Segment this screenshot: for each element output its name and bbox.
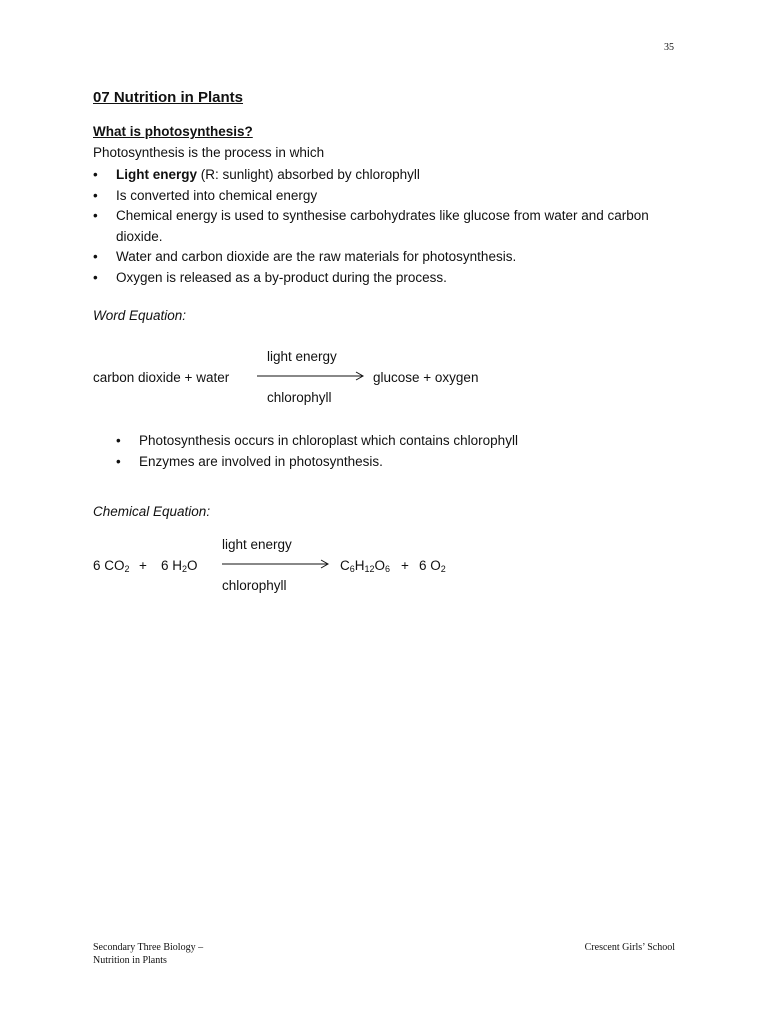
list-item bbox=[93, 186, 683, 207]
glucose-h-subscript: 12 bbox=[364, 564, 375, 574]
list-item bbox=[93, 165, 683, 186]
intro-text: Photosynthesis is the process in which bbox=[93, 145, 325, 160]
bullet-marker: • bbox=[93, 249, 98, 264]
word-equation-reactants: carbon dioxide + water bbox=[93, 370, 230, 385]
h2o-subscript: 2 bbox=[182, 564, 188, 574]
word-equation-below-arrow: chlorophyll bbox=[267, 390, 332, 405]
co2-formula bbox=[93, 558, 130, 574]
list-item-text: Enzymes are involved in photosynthesis. bbox=[139, 454, 383, 469]
list-item bbox=[116, 451, 676, 472]
chemical-equation-heading: Chemical Equation: bbox=[93, 504, 211, 519]
plus-sign: + bbox=[401, 558, 409, 573]
footer-course: Secondary Three Biology – bbox=[93, 942, 204, 953]
co2-subscript: 2 bbox=[124, 564, 130, 574]
list-item-text: Chemical energy is used to synthesise carbohydrates like glucose from water and carbon dioxide. bbox=[116, 208, 649, 244]
co2-coefficient: 6 CO bbox=[93, 558, 125, 573]
list-item-text: Photosynthesis occurs in chloroplast which contains chlorophyll bbox=[139, 433, 518, 448]
bullet-marker: • bbox=[93, 269, 98, 285]
glucose-c: C bbox=[340, 558, 350, 573]
bullet-marker: • bbox=[116, 433, 121, 448]
list-item-text: Is converted into chemical energy bbox=[116, 187, 318, 203]
plus-sign: + bbox=[139, 558, 147, 573]
h2o-formula bbox=[161, 558, 198, 574]
bullet-marker: • bbox=[93, 167, 98, 182]
word-equation-heading: Word Equation: bbox=[93, 308, 187, 323]
word-equation-products: glucose + oxygen bbox=[373, 370, 479, 385]
list-item bbox=[93, 206, 683, 247]
o2-subscript: 2 bbox=[440, 564, 446, 574]
o2-formula bbox=[419, 558, 446, 574]
footer-topic: Nutrition in Plants bbox=[93, 954, 167, 966]
section-heading: What is photosynthesis? bbox=[93, 124, 253, 139]
h2o-tail: O bbox=[187, 558, 198, 573]
word-equation-above-arrow: light energy bbox=[267, 349, 337, 364]
page-number: 35 bbox=[664, 42, 674, 53]
list-item bbox=[93, 268, 683, 289]
footer-school: Crescent Girls’ School bbox=[584, 942, 675, 953]
bullet-marker: • bbox=[93, 187, 98, 203]
footer-left bbox=[93, 942, 203, 967]
bold-term: Light energy bbox=[116, 167, 198, 182]
bullet-marker: • bbox=[93, 208, 98, 223]
list-item-text: Water and carbon dioxide are the raw materials for photosynthesis. bbox=[116, 249, 517, 264]
bullet-list-2 bbox=[116, 430, 676, 472]
page-title: 07 Nutrition in Plants bbox=[93, 89, 244, 106]
glucose-h: H bbox=[354, 558, 365, 573]
list-item bbox=[116, 430, 676, 451]
reaction-arrow-icon bbox=[222, 559, 330, 569]
list-item-text: (R: sunlight) absorbed by chlorophyll bbox=[197, 167, 420, 182]
list-item-text: Oxygen is released as a by-product during the process. bbox=[116, 269, 447, 285]
glucose-o-subscript: 6 bbox=[385, 564, 391, 574]
glucose-c-subscript: 6 bbox=[349, 564, 355, 574]
glucose-o: O bbox=[374, 558, 386, 573]
glucose-formula bbox=[340, 558, 390, 574]
list-item bbox=[93, 247, 683, 268]
h2o-coefficient: 6 H bbox=[161, 558, 183, 573]
chemical-equation-above-arrow: light energy bbox=[222, 537, 292, 552]
bullet-marker: • bbox=[116, 454, 121, 469]
o2-coefficient: 6 O bbox=[419, 558, 441, 573]
chemical-equation-below-arrow: chlorophyll bbox=[222, 578, 287, 593]
bullet-list bbox=[93, 165, 683, 288]
reaction-arrow-icon bbox=[257, 371, 365, 381]
